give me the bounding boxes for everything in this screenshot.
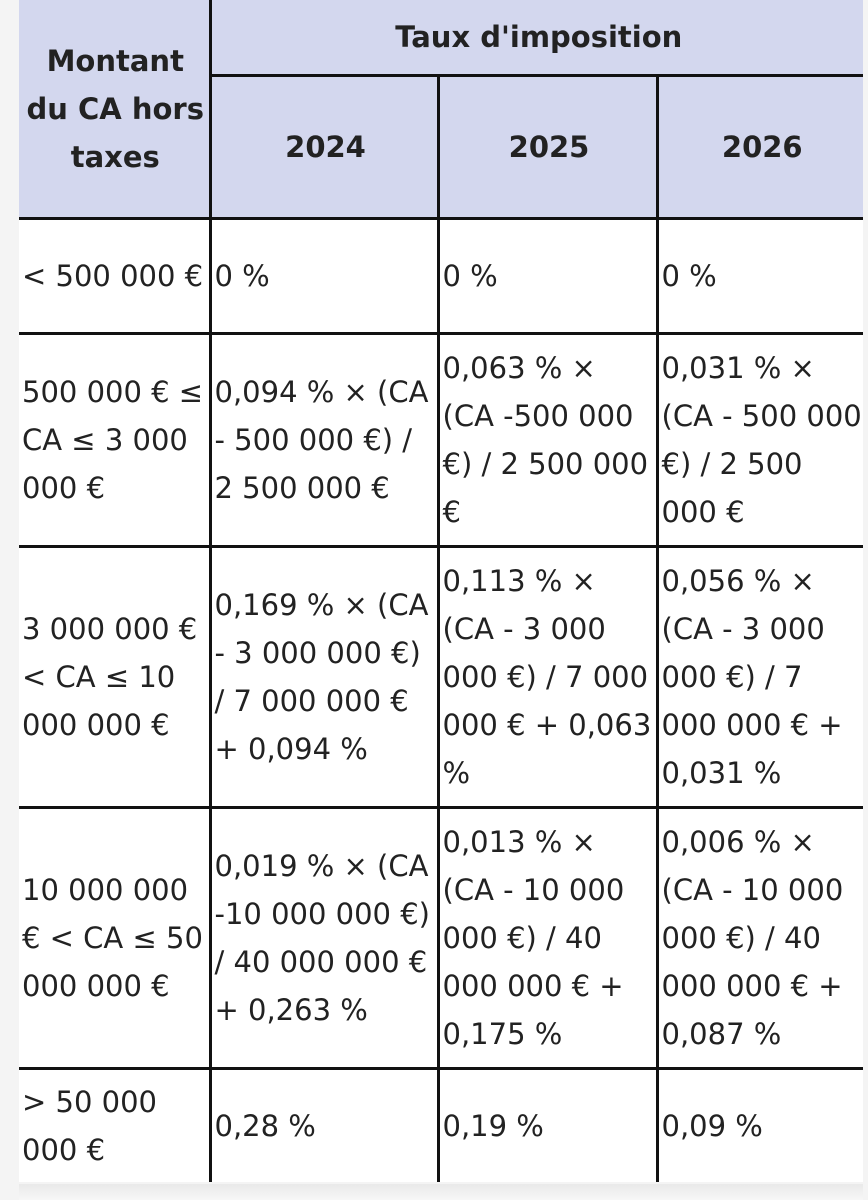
- rate-cell-2025: 0,19 %: [438, 1069, 657, 1183]
- year-header-2025: 2025: [438, 76, 657, 219]
- rate-cell-2024: 0,094 % × (CA - 500 000 €) / 2 500 000 €: [210, 334, 438, 547]
- bracket-cell: 3 000 000 € < CA ≤ 10 000 000 €: [19, 547, 210, 808]
- rate-cell-2025: 0,013 % × (CA - 10 000 000 €) / 40 000 000 € + 0,175 %: [438, 808, 657, 1069]
- rate-cell-2024: 0,019 % × (CA -10 000 000 €) / 40 000 000 € + 0,263 %: [210, 808, 438, 1069]
- bracket-cell: 10 000 000 € < CA ≤ 50 000 000 €: [19, 808, 210, 1069]
- rate-cell-2024: 0,169 % × (CA - 3 000 000 €) / 7 000 000 € + 0,094 %: [210, 547, 438, 808]
- bracket-cell: > 50 000 000 €: [19, 1069, 210, 1183]
- rate-cell-2025: 0 %: [438, 219, 657, 334]
- rate-cell-2024: 0,28 %: [210, 1069, 438, 1183]
- rate-cell-2026: 0,031 % × (CA - 500 000 €) / 2 500 000 €: [657, 334, 863, 547]
- rate-cell-2026: 0,09 %: [661, 1109, 763, 1143]
- rate-cell-2026: 0 %: [657, 219, 863, 334]
- table-row: [19, 334, 863, 547]
- tax-rate-table: [19, 0, 863, 1182]
- table-bottom-shadow: [19, 1184, 863, 1200]
- table-row: [19, 808, 863, 1069]
- rate-cell-2024: 0 %: [210, 219, 438, 334]
- table-row: [19, 1069, 863, 1183]
- rate-cell-2026: 0,006 % × (CA - 10 000 000 €) / 40 000 000 € + 0,087 %: [657, 808, 863, 1069]
- year-header-2024: 2024: [210, 76, 438, 219]
- rate-cell-2025: 0,063 % × (CA -500 000 €) / 2 500 000 €: [438, 334, 657, 547]
- rate-cell-2025: 0,113 % × (CA - 3 000 000 €) / 7 000 000 € + 0,063 %: [438, 547, 657, 808]
- tax-rate-group-header: Taux d'imposition: [210, 0, 863, 76]
- bracket-cell: < 500 000 €: [19, 219, 210, 334]
- rate-cell-2026: 0,056 % × (CA - 3 000 000 €) / 7 000 000 € + 0,031 %: [657, 547, 863, 808]
- amount-column-header: Montant du CA hors taxes: [19, 0, 210, 219]
- table-row: [19, 547, 863, 808]
- table-row: [19, 219, 863, 334]
- header-row-top: [19, 0, 863, 76]
- year-header-2026: 2026: [657, 76, 863, 219]
- bracket-cell: 500 000 € ≤ CA ≤ 3 000 000 €: [19, 334, 210, 547]
